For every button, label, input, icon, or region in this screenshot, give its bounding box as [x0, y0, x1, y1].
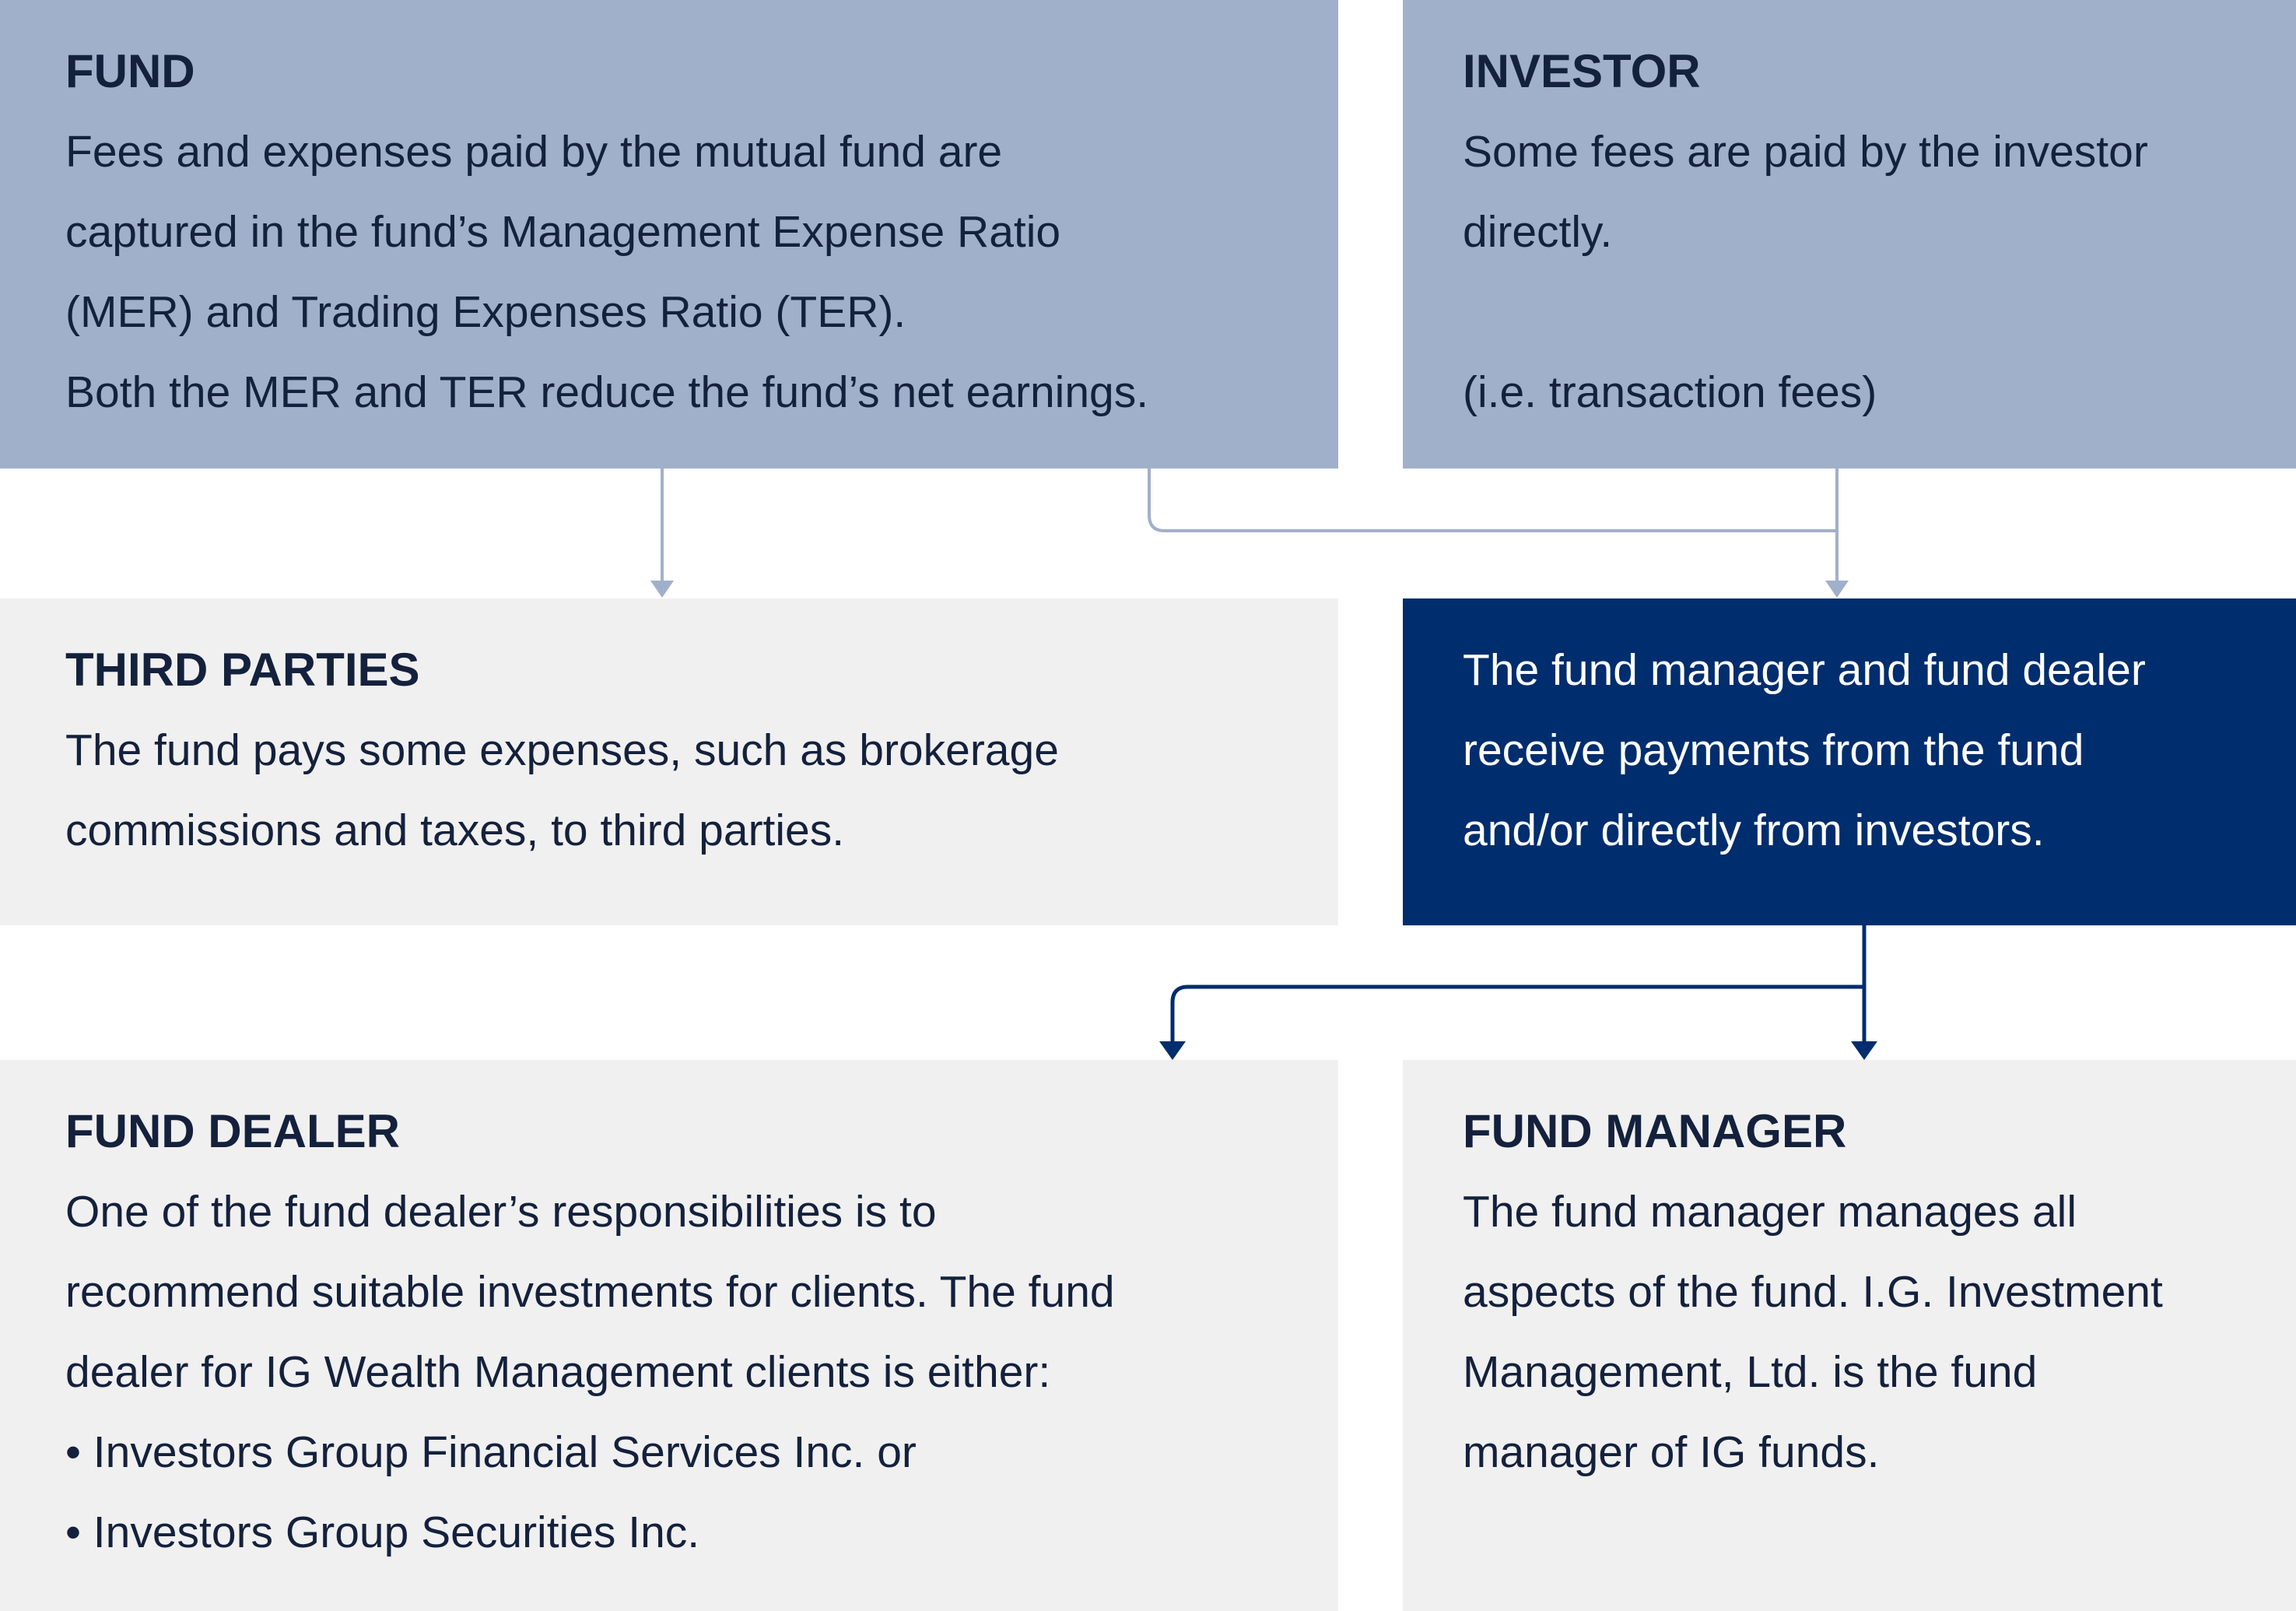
fund-text: Fees and expenses paid by the mutual fund are captured in the fund’s Management Expense Ratio (MER) and Trading Expenses Ratio (TER). Both the MER and TER reduce the fund’s net earnings. [65, 127, 1149, 417]
fund-manager-text: The fund manager manages all aspects of the fund. I.G. Investment Management, Ltd. is the fund manager of IG funds. [1463, 1187, 2163, 1477]
third-parties-title: THIRD PARTIES [65, 644, 420, 696]
investor-box [1403, 0, 2296, 469]
bullet-item: • Investors Group Financial Services Inc. or [65, 1413, 1307, 1493]
manager-dealer-box [1403, 598, 2296, 925]
third-parties-text: The fund pays some expenses, such as brokerage commissions and taxes, to third parties. [65, 725, 1059, 855]
investor-text: Some fees are paid by the investor directly. (i.e. transaction fees) [1463, 127, 2148, 417]
investor-title: INVESTOR [1463, 45, 1701, 97]
manager-dealer-text: The fund manager and fund dealer receive payments from the fund and/or directly from investors. [1463, 645, 2146, 855]
fund-dealer-box [0, 1060, 1338, 1611]
arrow-investor-to-manager-dealer [1825, 469, 1849, 598]
third-parties-box [0, 598, 1338, 925]
arrow-manager-dealer-split [1159, 925, 1877, 1060]
bullet-item: • Investors Group Securities Inc. [65, 1493, 1307, 1573]
fund-dealer-title: FUND DEALER [65, 1105, 400, 1157]
fund-dealer-text: One of the fund dealer’s responsibilities is to recommend suitable investments for clients. The fund dealer for IG Wealth Management clients is either: [65, 1187, 1115, 1397]
arrow-fund-to-manager-dealer [1149, 469, 1837, 531]
fund-manager-box [1403, 1060, 2296, 1611]
fund-manager-title: FUND MANAGER [1463, 1105, 1847, 1157]
fund-dealer-bullets [65, 1413, 1307, 1573]
fund-title: FUND [65, 45, 195, 97]
arrow-fund-to-third-parties [650, 469, 674, 598]
fund-box [0, 0, 1338, 469]
